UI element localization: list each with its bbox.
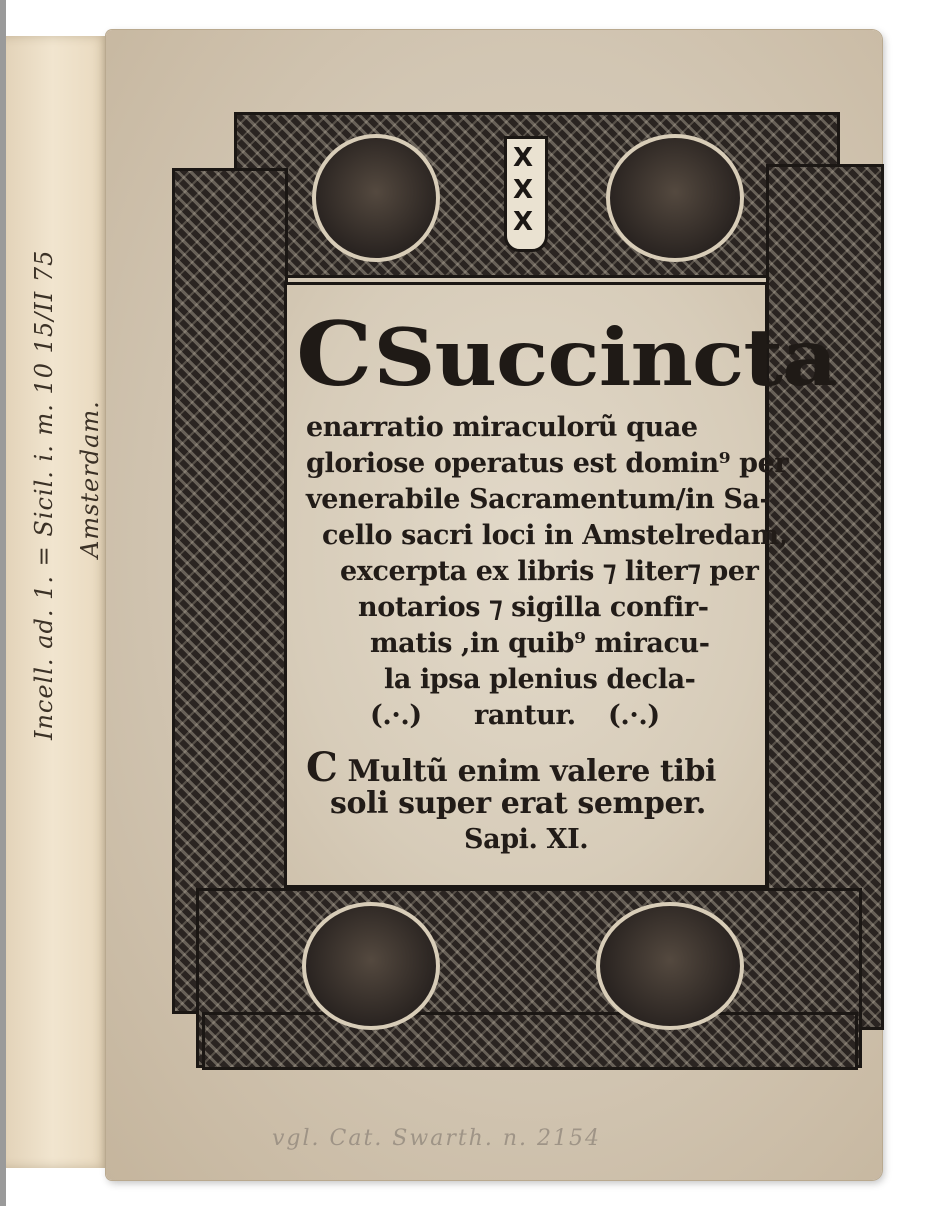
body-line: venerabile Sacramentum/in Sa- (306, 484, 771, 515)
quote-pilcrow: C (306, 744, 338, 791)
shield-cross-icon: X (513, 207, 534, 237)
spine-handwritten-note-1: Incell. ad. 1. = Sicil. i. m. 10 15/II 75 (30, 249, 58, 740)
body-line: gloriose operatus est domin⁹ per (306, 448, 789, 479)
pilcrow-mark: C (296, 302, 372, 406)
quote-line-1 (306, 744, 716, 791)
page-title (296, 302, 837, 406)
last-body-word: rantur. (474, 700, 576, 731)
title-word: Succincta (373, 311, 837, 405)
body-line: matis ,in quib⁹ miracu- (370, 628, 710, 659)
body-line: enarratio miraculorũ quae (306, 412, 698, 443)
lion-medallion-icon (302, 902, 440, 1030)
shield-cross-icon: X (513, 175, 534, 205)
woodcut-border-foot (202, 1012, 858, 1070)
eagle-medallion-icon (606, 134, 744, 262)
book-spine (6, 36, 110, 1168)
body-line: cello sacri loci in Amstelredam, (322, 520, 788, 551)
quote-line-2: soli super erat semper. (330, 786, 706, 821)
bible-reference: Sapi. XI. (464, 824, 589, 855)
amsterdam-shield-icon (504, 136, 548, 252)
body-line: notarios ⁊ sigilla confir- (358, 592, 709, 623)
angel-medallion-icon (312, 134, 440, 262)
shield-cross-icon: X (513, 143, 534, 173)
spine-handwritten-note-2: Amsterdam. (76, 400, 104, 558)
left-ornament: (.·.) (370, 700, 422, 731)
bottom-pencil-note: vgl. Cat. Swarth. n. 2154 (272, 1126, 601, 1151)
winged-beast-medallion-icon (596, 902, 744, 1030)
body-line: excerpta ex libris ⁊ liter⁊ per (340, 556, 759, 587)
right-ornament: (.·.) (608, 700, 660, 731)
quote-text-1: Multũ enim valere tibi (347, 754, 717, 789)
body-line: la ipsa plenius decla- (384, 664, 696, 695)
